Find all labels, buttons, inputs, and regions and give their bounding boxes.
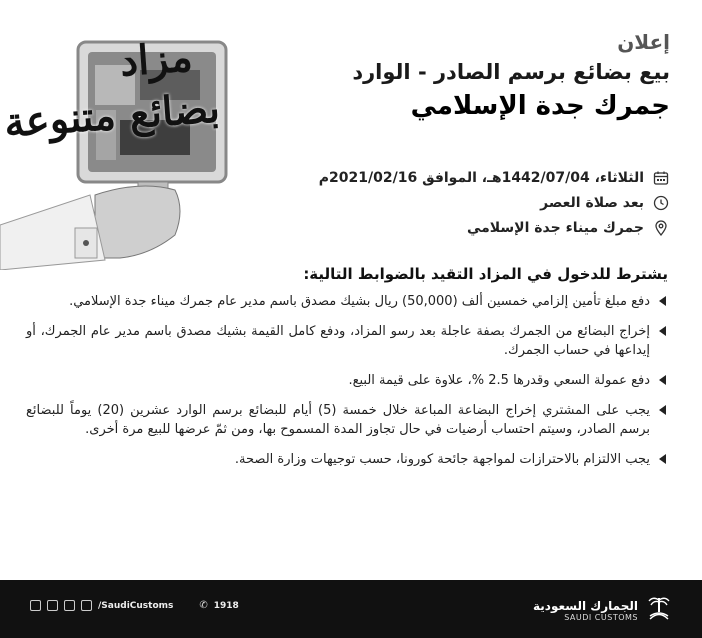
condition-text: دفع عمولة السعي وقدرها 2.5 %، علاوة على قيمة البيع. bbox=[348, 373, 650, 388]
location-text: جمرك ميناء جدة الإسلامي bbox=[466, 220, 644, 236]
location-pin-icon bbox=[652, 219, 670, 237]
phone-icon: ✆ bbox=[199, 600, 208, 611]
page-subtitle: جمرك جدة الإسلامي bbox=[410, 91, 670, 121]
page-title: بيع بضائع برسم الصادر - الوارد bbox=[352, 60, 670, 84]
condition-text: يجب على المشتري إخراج البضاعة المباعة خلال خمسة (5) أيام للبضائع برسم الوارد عشرين (20) يوماً للبضائع برسم الصادر، وسيتم احتساب أرضيات في حال تجاوز المدة المسموح بها، ومن ثمّ عرضها للبيع مرة أخرى. bbox=[26, 403, 650, 437]
condition-text: يجب الالتزام بالاحترازات لمواجهة جائحة كورونا، حسب توجيهات وزارة الصحة. bbox=[234, 452, 650, 467]
artwork-title-top: مزاد bbox=[118, 33, 194, 86]
list-item bbox=[26, 322, 668, 360]
date-row bbox=[319, 166, 670, 190]
time-text: بعد صلاة العصر bbox=[540, 195, 644, 211]
time-row bbox=[319, 191, 670, 215]
list-item bbox=[26, 401, 668, 439]
announcement-header bbox=[352, 28, 670, 124]
artwork-title-bottom: بضائع متنوعة bbox=[2, 84, 222, 147]
brand-name-ar: الجمارك السعودية bbox=[533, 598, 638, 613]
bullet-icon bbox=[659, 454, 666, 464]
announcement-label: إعلان bbox=[617, 30, 670, 54]
conditions-list bbox=[26, 292, 668, 480]
list-item bbox=[26, 371, 668, 390]
condition-text: إخراج البضائع من الجمرك بصفة عاجلة بعد رسو المزاد، ودفع كامل القيمة بشيك مصدق باسم مدير عام الجمرك، أو إيداعها في حساب الجمرك. bbox=[26, 324, 650, 358]
twitter-icon[interactable] bbox=[30, 600, 41, 611]
social-handle[interactable]: /SaudiCustoms bbox=[98, 600, 174, 611]
event-info bbox=[319, 166, 670, 241]
phone-number[interactable]: 1918 bbox=[213, 600, 239, 611]
location-row bbox=[319, 216, 670, 240]
saudi-customs-logo bbox=[533, 594, 672, 626]
footer-contacts bbox=[30, 600, 239, 611]
list-item bbox=[26, 450, 668, 469]
palm-swords-icon bbox=[646, 594, 672, 626]
list-item bbox=[26, 292, 668, 311]
youtube-icon[interactable] bbox=[81, 600, 92, 611]
bullet-icon bbox=[659, 375, 666, 385]
auction-artwork bbox=[0, 10, 300, 270]
facebook-icon[interactable] bbox=[47, 600, 58, 611]
date-text: الثلاثاء، 1442/07/04هـ، الموافق 2021/02/16م bbox=[318, 170, 644, 186]
condition-text: دفع مبلغ تأمين إلزامي خمسين ألف (50,000) ريال بشيك مصدق باسم مدير عام جمرك ميناء جدة الإسلامي. bbox=[69, 294, 650, 309]
bullet-icon bbox=[659, 326, 666, 336]
clock-icon bbox=[652, 194, 670, 212]
brand-name-en: SAUDI CUSTOMS bbox=[564, 612, 638, 622]
bullet-icon bbox=[659, 296, 666, 306]
conditions-heading: يشترط للدخول في المزاد التقيد بالضوابط التالية: bbox=[303, 265, 668, 283]
instagram-icon[interactable] bbox=[64, 600, 75, 611]
footer-bar bbox=[0, 580, 702, 638]
bullet-icon bbox=[659, 405, 666, 415]
calendar-icon bbox=[652, 169, 670, 187]
